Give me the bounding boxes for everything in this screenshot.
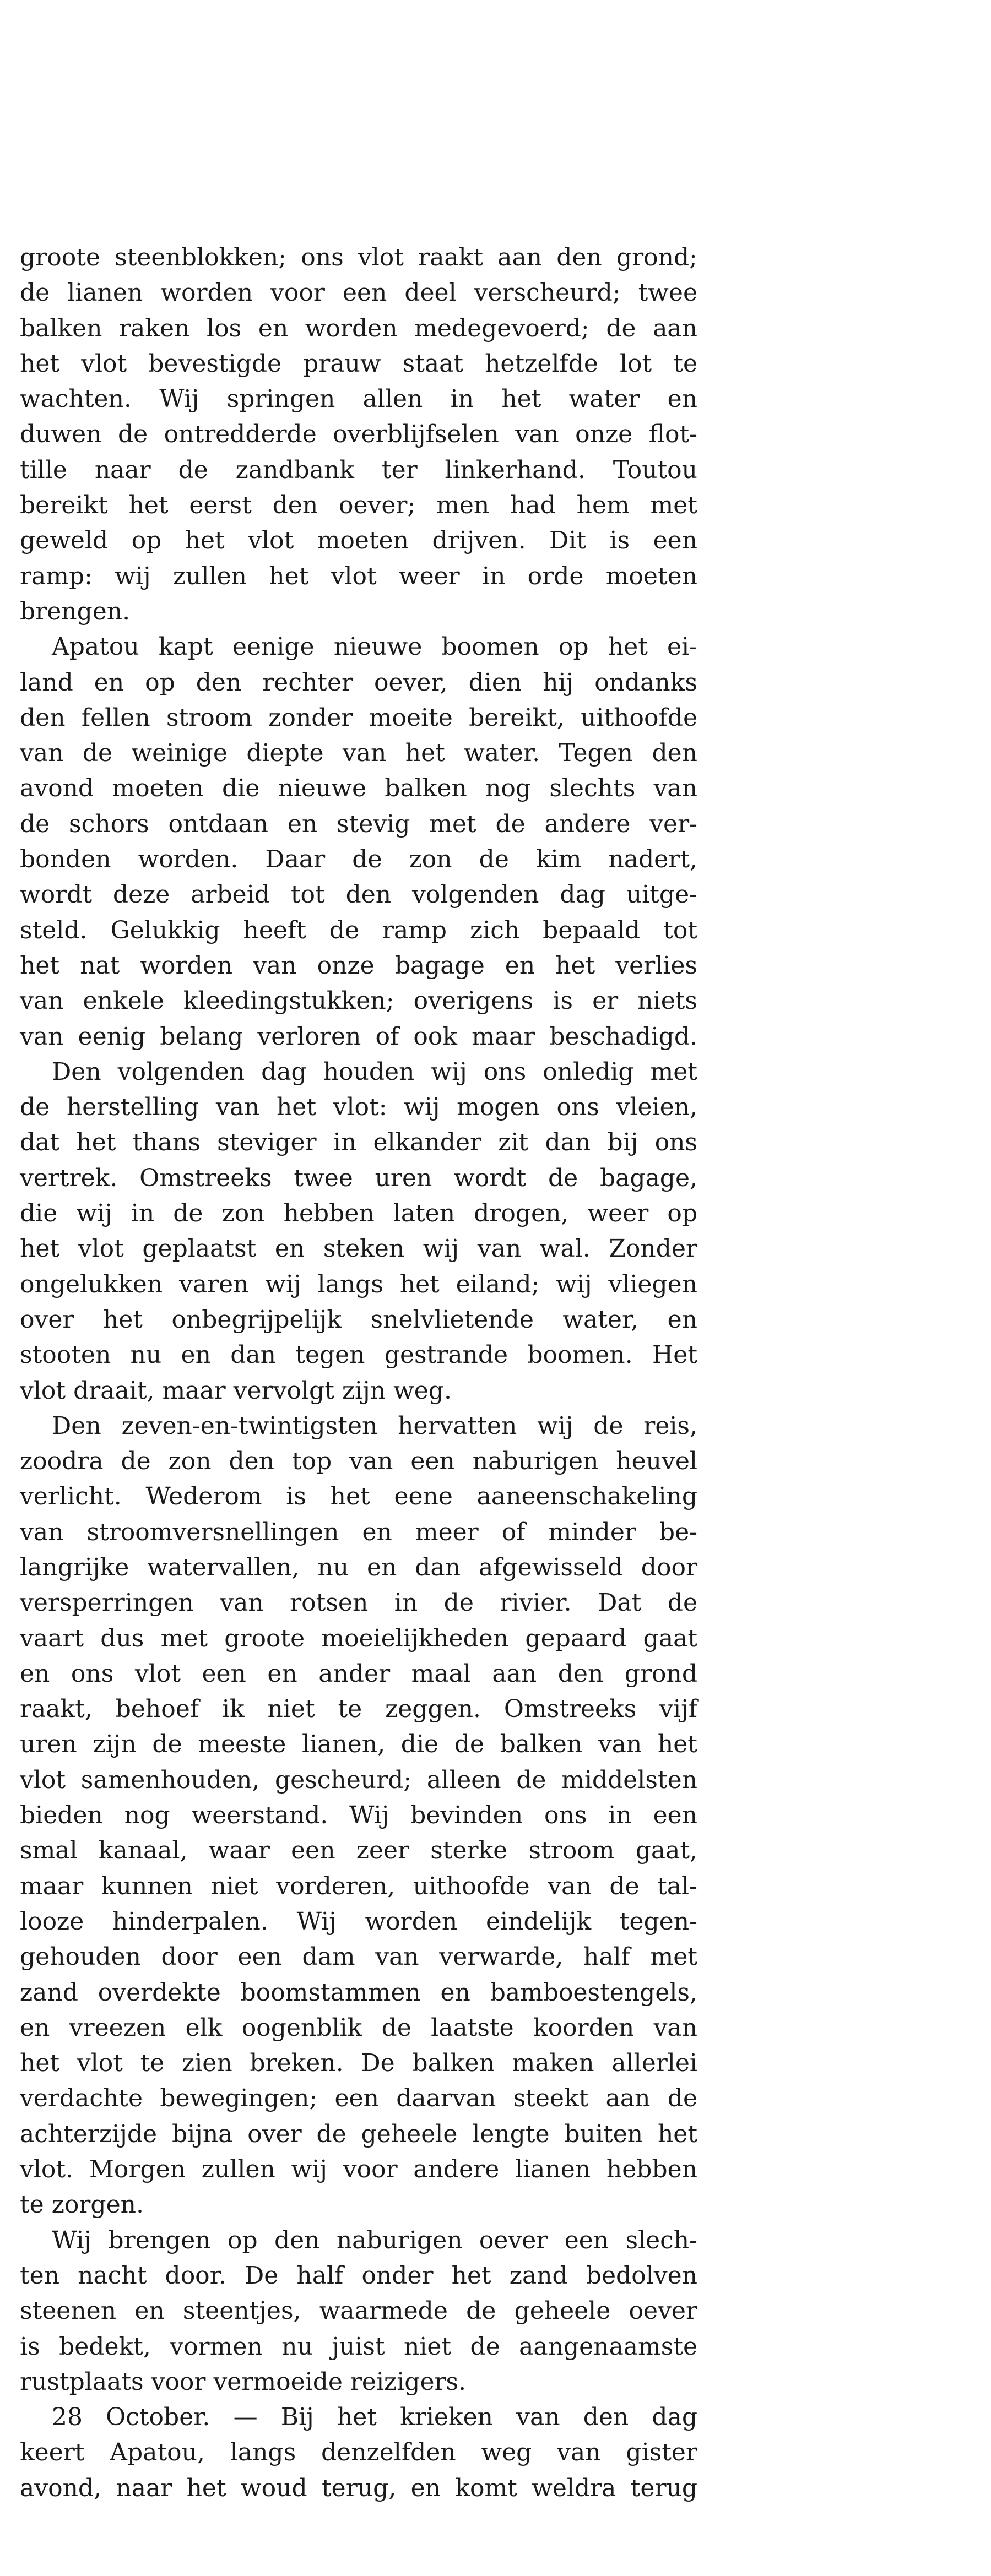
text-line: van stroomversnellingen en meer of minder be-: [20, 1518, 697, 1546]
text-line: langrijke watervallen, nu en dan afgewisseld door: [20, 1553, 697, 1582]
text-line: het vlot bevestigde prauw staat hetzelfde lot te: [20, 349, 697, 378]
text-line: gehouden door een dam van verwarde, half met: [20, 1943, 697, 1971]
text-line: vlot draait, maar vervolgt zijn weg.: [20, 1376, 452, 1405]
text-line: is bedekt, vormen nu juist niet de aangenaamste: [20, 2332, 697, 2361]
text-line: wordt deze arbeid tot den volgenden dag uitge-: [20, 881, 697, 909]
text-line: die wij in de zon hebben laten drogen, weer op: [20, 1199, 697, 1228]
text-line: bonden worden. Daar de zon de kim nadert,: [20, 845, 697, 874]
text-line: ongelukken varen wij langs het eiland; wij vliegen: [20, 1270, 697, 1298]
text-line: achterzijde bijna over de geheele lengte buiten het: [20, 2120, 697, 2148]
text-line: keert Apatou, langs denzelfden weg van gister: [20, 2438, 697, 2467]
text-line: wachten. Wij springen allen in het water en: [20, 385, 697, 414]
text-line: en ons vlot een en ander maal aan den grond: [20, 1659, 697, 1688]
paragraph: [20, 2400, 697, 2506]
text-line: raakt, behoef ik niet te zeggen. Omstreeks vijf: [20, 1695, 697, 1724]
text-line: groote steenblokken; ons vlot raakt aan den grond;: [20, 243, 697, 271]
text-line: stooten nu en dan tegen gestrande boomen. Het: [20, 1341, 697, 1369]
text-line: vlot samenhouden, gescheurd; alleen de middelsten: [20, 1765, 697, 1794]
text-line: bieden nog weerstand. Wij bevinden ons in een: [20, 1801, 697, 1830]
paragraph: [20, 1409, 697, 2223]
text-line: Den zeven-en-twintigsten hervatten wij de reis,: [52, 1411, 697, 1440]
text-line: verdachte bewegingen; een daarvan steekt aan de: [20, 2084, 697, 2113]
text-line: ramp: wij zullen het vlot weer in orde moeten: [20, 562, 697, 590]
text-line: over het onbegrijpelijk snelvlietende water, en: [20, 1305, 697, 1334]
page-body-text: [20, 240, 697, 2506]
text-line: dat het thans steviger in elkander zit dan bij ons: [20, 1128, 697, 1157]
text-line: de herstelling van het vlot: wij mogen ons vleien,: [20, 1093, 697, 1122]
text-line: verlicht. Wederom is het eene aaneenschakeling: [20, 1482, 697, 1511]
text-line: rustplaats voor vermoeide reizigers.: [20, 2367, 467, 2396]
text-line: ten nacht door. De half onder het zand bedolven: [20, 2261, 697, 2290]
text-line: looze hinderpalen. Wij worden eindelijk tegen-: [20, 1907, 697, 1936]
text-line: balken raken los en worden medegevoerd; de aan: [20, 314, 697, 343]
text-line: land en op den rechter oever, dien hij ondanks: [20, 668, 697, 697]
text-line: vlot. Morgen zullen wij voor andere lianen hebben: [20, 2155, 697, 2184]
text-line: zoodra de zon den top van een naburigen heuvel: [20, 1447, 697, 1476]
text-line: het nat worden van onze bagage en het verlies: [20, 951, 697, 980]
text-line: bereikt het eerst den oever; men had hem met: [20, 491, 697, 520]
text-line: vertrek. Omstreeks twee uren wordt de bagage,: [20, 1164, 697, 1192]
text-line: Den volgenden dag houden wij ons onledig met: [52, 1057, 697, 1086]
text-line: Apatou kapt eenige nieuwe boomen op het ei-: [52, 633, 697, 661]
text-line: Wij brengen op den naburigen oever een slech-: [52, 2226, 697, 2254]
text-line: van eenig belang verloren of ook maar beschadigd.: [20, 1022, 697, 1051]
text-line: de lianen worden voor een deel verscheurd; twee: [20, 279, 697, 307]
paragraph: [20, 1055, 697, 1409]
text-line: maar kunnen niet vorderen, uithoofde van de tal-: [20, 1872, 697, 1900]
text-line: geweld op het vlot moeten drijven. Dit is een: [20, 526, 697, 555]
text-line: het vlot te zien breken. De balken maken allerlei: [20, 2049, 697, 2078]
text-line: avond, naar het woud terug, en komt weldra terug: [20, 2474, 697, 2502]
text-line: steld. Gelukkig heeft de ramp zich bepaald tot: [20, 916, 697, 944]
text-line: de schors ontdaan en stevig met de andere ver-: [20, 809, 697, 838]
text-line: te zorgen.: [20, 2191, 144, 2219]
paragraph: [20, 240, 697, 629]
text-line: vaart dus met groote moeielijkheden gepaard gaat: [20, 1624, 697, 1653]
text-line: den fellen stroom zonder moeite bereikt, uithoofde: [20, 703, 697, 732]
text-line: van enkele kleedingstukken; overigens is er niets: [20, 987, 697, 1015]
text-line: versperringen van rotsen in de rivier. Dat de: [20, 1589, 697, 1617]
text-line: 28 October. — Bij het krieken van den dag: [52, 2403, 697, 2432]
text-line: zand overdekte boomstammen en bamboestengels,: [20, 1978, 697, 2007]
text-line: en vreezen elk oogenblik de laatste koorden van: [20, 2013, 697, 2042]
paragraph: [20, 629, 697, 1055]
text-line: smal kanaal, waar een zeer sterke stroom gaat,: [20, 1836, 697, 1865]
text-line: tille naar de zandbank ter linkerhand. Toutou: [20, 455, 697, 484]
text-line: avond moeten die nieuwe balken nog slechts van: [20, 774, 697, 803]
text-line: van de weinige diepte van het water. Tegen den: [20, 739, 697, 768]
text-line: steenen en steentjes, waarmede de geheele oever: [20, 2297, 697, 2325]
text-line: duwen de ontredderde overblijfselen van onze flot-: [20, 420, 697, 449]
text-line: het vlot geplaatst en steken wij van wal. Zonder: [20, 1235, 697, 1263]
text-line: brengen.: [20, 597, 131, 626]
text-line: uren zijn de meeste lianen, die de balken van het: [20, 1730, 697, 1759]
paragraph: [20, 2223, 697, 2400]
